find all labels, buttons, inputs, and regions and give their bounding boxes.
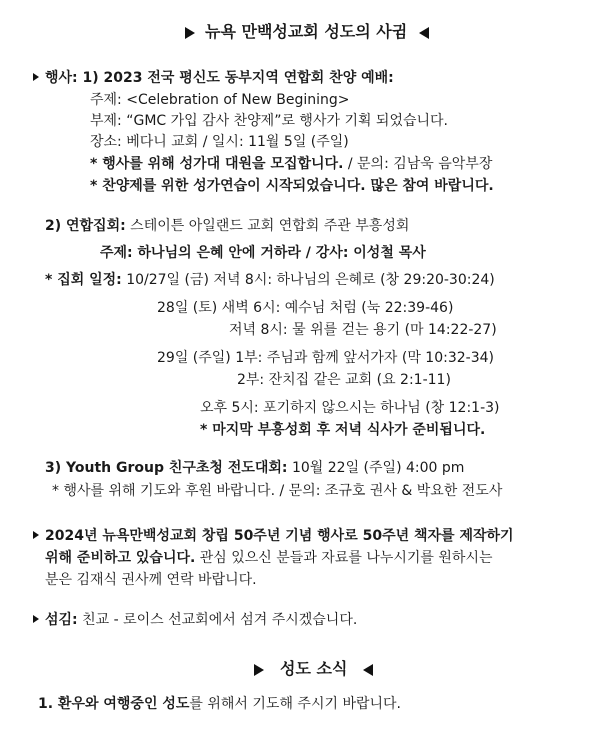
- anniversary-text-2: 관심 있으신 분들과 자료를 나누시기를 원하시는: [195, 550, 493, 566]
- event2-schedule-6: 오후 5시: 포기하지 않으시는 하나님 (창 12:1-3): [200, 400, 500, 416]
- serving-line: [33, 610, 357, 630]
- bullet-icon: [33, 531, 39, 539]
- page-header: [185, 22, 429, 42]
- event2-dinner: * 마지막 부흥성회 후 저녁 식사가 준비됩니다.: [200, 422, 486, 438]
- page-title: 뉴욕 만백성교회 성도의 사귐: [205, 22, 408, 41]
- serving-text: 친교 - 로이스 선교회에서 섬겨 주시겠습니다.: [77, 612, 358, 628]
- anniversary-line-2: [45, 548, 493, 568]
- event3-title-text: 10월 22일 (주일) 4:00 pm: [287, 460, 465, 476]
- event2-theme: 주제: 하나님의 은혜 안에 거하라 / 강사: 이성철 목사: [100, 245, 426, 261]
- event1-place: 장소: 베다니 교회 / 일시: 11월 5일 (주일): [90, 134, 349, 150]
- event2-schedule-1: [45, 270, 495, 290]
- triangle-right-icon: [185, 27, 195, 39]
- event2-schedule-2: 28일 (토) 새벽 6시: 예수님 처럼 (눅 22:39-46): [157, 300, 454, 316]
- event3-note: * 행사를 위해 기도와 후원 바랍니다. / 문의: 조규호 권사 & 박요한 전도사: [52, 483, 503, 499]
- event3-title-label: 3) Youth Group 친구초청 전도대회:: [45, 460, 288, 476]
- anniversary-line-1: [33, 526, 514, 546]
- triangle-right-icon: [254, 664, 264, 676]
- event2-schedule-3: 저녁 8시: 물 위를 걷는 용기 (마 14:22-27): [229, 322, 497, 338]
- bullet-icon: [33, 73, 39, 81]
- news-item-1-bold: 1. 환우와 여행중인 성도: [38, 696, 190, 712]
- bullet-icon: [33, 615, 39, 623]
- news-title: 성도 소식: [280, 659, 348, 678]
- event1-recruit-notice: * 행사를 위해 성가대 대원을 모집합니다.: [90, 156, 344, 172]
- anniversary-text-1: 2024년 뉴욕만백성교회 창립 50주년 기념 행사로 50주년 책자를 제작하기: [45, 528, 514, 544]
- anniversary-text-2-bold: 위해 준비하고 있습니다.: [45, 550, 196, 566]
- events-heading: [33, 68, 394, 88]
- events-label: 행사:: [45, 70, 78, 86]
- event2-schedule-4: 29일 (주일) 1부: 주님과 함께 앞서가자 (막 10:32-34): [157, 350, 494, 366]
- triangle-left-icon: [419, 27, 429, 39]
- event1-recruit: [90, 154, 492, 174]
- event2-schedule-text: 10/27일 (금) 저녁 8시: 하나님의 은혜로 (창 29:20-30:24): [121, 272, 495, 288]
- news-item-1: [38, 694, 401, 714]
- event1-title: 1) 2023 전국 평신도 동부지역 연합회 찬양 예배:: [82, 70, 394, 86]
- event2-title: [45, 216, 409, 236]
- event1-recruit-contact: / 문의: 김남욱 음악부장: [343, 156, 493, 172]
- news-item-1-text: 를 위해서 기도해 주시기 바랍니다.: [189, 696, 401, 712]
- news-header: [254, 659, 373, 679]
- event2-schedule-label: * 집회 일정:: [45, 272, 122, 288]
- event3-title: [45, 458, 464, 478]
- event1-theme: 주제: <Celebration of New Begining>: [90, 92, 350, 108]
- event2-title-text: 스테이튼 아일랜드 교회 연합회 주관 부흥성회: [125, 218, 410, 234]
- event2-schedule-5: 2부: 잔치집 같은 교회 (요 2:1-11): [237, 372, 451, 388]
- event1-practice: * 찬양제를 위한 성가연습이 시작되었습니다. 많은 참여 바랍니다.: [90, 178, 494, 194]
- anniversary-line-3: 분은 김재식 권사께 연락 바랍니다.: [45, 572, 257, 588]
- event2-title-label: 2) 연합집회:: [45, 218, 126, 234]
- triangle-left-icon: [363, 664, 373, 676]
- serving-label: 섬김:: [45, 612, 78, 628]
- event1-subtitle: 부제: “GMC 가입 감사 찬양제”로 행사가 기획 되었습니다.: [90, 113, 449, 129]
